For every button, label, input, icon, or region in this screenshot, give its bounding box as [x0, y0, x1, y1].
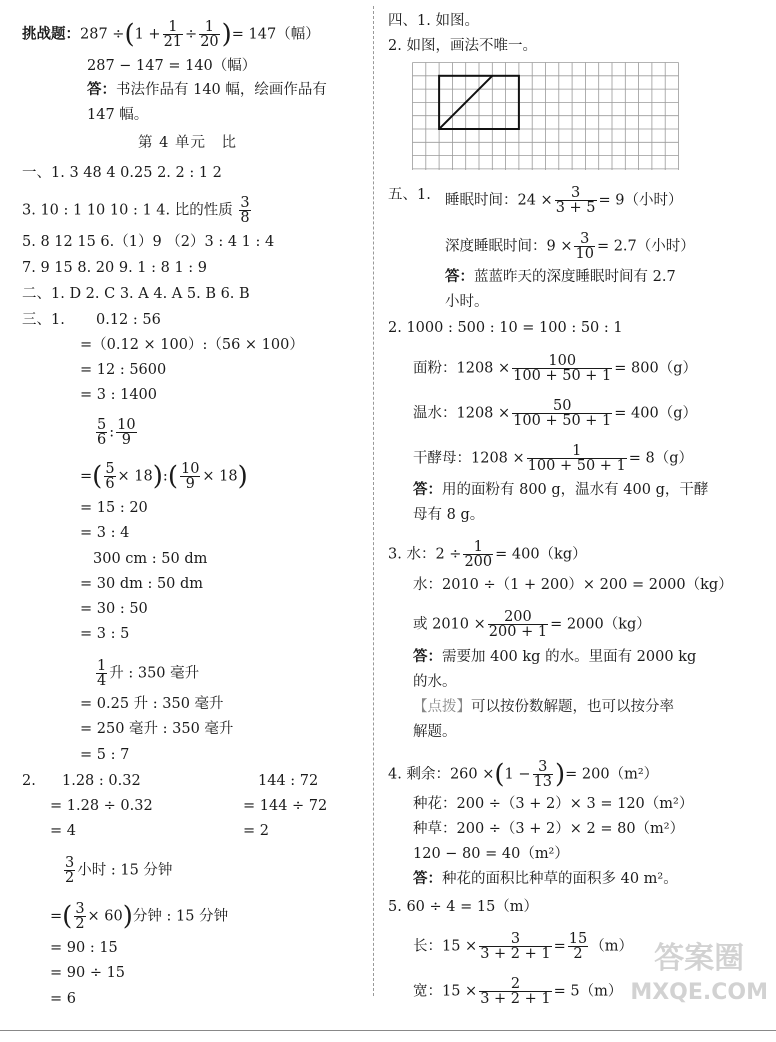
s3-line: =( $\frac{5}{6}$ × 18):( $\frac{10}{9}$ × 18)	[80, 461, 248, 492]
fraction: $\frac{3}{8}$	[240, 195, 250, 226]
r-q2-line: 温水：1208 × $\frac{50}{100 + 50 + 1}$ = 400（g）	[413, 398, 697, 429]
grid-figure	[412, 62, 679, 174]
s3-line: = 30 dm : 50 dm	[80, 576, 204, 592]
s5-answer-cont: 小时。	[445, 294, 489, 310]
s3-line: = 15 : 20	[80, 500, 148, 516]
fraction: $\frac{1}{20}$	[200, 19, 219, 50]
r-q2-line: 面粉：1208 × $\frac{100}{100 + 50 + 1}$ = 800（g）	[413, 353, 697, 384]
s3-line: = 0.25 升 : 350 毫升	[80, 696, 224, 712]
s3-line: = 5 : 7	[80, 747, 130, 763]
q2-line: = 90 : 15	[50, 940, 118, 956]
r-q3-tip: 【点拨】可以按份数解题，也可以按分率	[413, 699, 674, 715]
section2-line: 二、1. D 2. C 3. A 4. A 5. B 6. B	[22, 286, 250, 302]
section4-line1: 四、1. 如图。	[388, 13, 479, 29]
s3-line: = 12 : 5600	[80, 362, 167, 378]
r-q3-answer-cont: 的水。	[413, 674, 457, 690]
r-q2-line: 干酵母：1208 × $\frac{1}{100 + 50 + 1}$ = 8（g）	[413, 443, 694, 474]
s3-line: = 3 : 1400	[80, 387, 157, 403]
s3-line: $\frac{5}{6}$ : $\frac{10}{9}$	[97, 417, 136, 448]
r-q2-answer-cont: 母有 8 g。	[413, 507, 485, 523]
s3-line: = 30 : 50	[80, 601, 148, 617]
q2-line: = 4	[50, 823, 76, 839]
s3-line: = 250 毫升 : 350 毫升	[80, 721, 234, 737]
s3-line: =（0.12 × 100）:（56 × 100）	[80, 337, 304, 353]
r-q2-answer: 答：用的面粉有 800 g，温水有 400 g，干酵	[413, 481, 709, 498]
r-q5-line: 宽：15 × $\frac{2}{3 + 2 + 1}$ = 5（m）	[413, 976, 623, 1007]
challenge-answer-cont: 147 幅。	[87, 107, 149, 123]
q2-line: = 2	[243, 823, 269, 839]
r-q3-line: 3. 水：2 ÷ $\frac{1}{200}$ = 400（kg）	[388, 539, 587, 570]
q2-line: $\frac{3}{2}$ 小时 : 15 分钟	[65, 855, 173, 886]
section3-head: 三、1.	[22, 312, 65, 328]
r-q4-answer: 答：种花的面积比种草的面积多 40 m²。	[413, 870, 678, 887]
r-q3-line: 或 2010 × $\frac{200}{200 + 1}$ = 2000（kg）	[413, 609, 651, 640]
s3-line: = 3 : 5	[80, 626, 130, 642]
section1-line1: 一、1. 3 48 4 0.25 2. 2 : 1 2	[22, 165, 222, 181]
s5-answer: 答：蓝蓝昨天的深度睡眠时间有 2.7	[445, 268, 676, 285]
r-q3-line: 水：2010 ÷（1 + 200）× 200 = 2000（kg）	[413, 577, 733, 593]
unit-title: 第 4 单元 比	[138, 135, 237, 151]
s5-head: 五、1.	[388, 187, 431, 203]
fraction: $\frac{1}{21}$	[163, 19, 183, 50]
q2-line: = 6	[50, 991, 76, 1007]
q2-line: = 144 ÷ 72	[243, 798, 328, 814]
q2-line: = 1.28 ÷ 0.32	[50, 798, 153, 814]
challenge-line: 挑战题：287 ÷(1 + $\frac{1}{21}$ ÷ $\frac{1}{20}$ )= 147（幅）	[22, 19, 320, 50]
q2-line: 144 : 72	[258, 773, 319, 789]
challenge-answer: 答：书法作品有 140 幅，绘画作品有	[87, 81, 327, 98]
q2-line: 1.28 : 0.32	[62, 773, 141, 789]
watermark-logo: 答案圈 MXQE.COM	[630, 941, 768, 1005]
r-q4-line: 种草：200 ÷（3 + 2）× 2 = 80（m²）	[413, 821, 685, 837]
r-q4-line: 种花：200 ÷（3 + 2）× 3 = 120（m²）	[413, 796, 694, 812]
challenge-line2: 287 − 147 = 140（幅）	[87, 58, 257, 74]
r-q5-line: 5. 60 ÷ 4 = 15（m）	[388, 899, 539, 915]
s5-line: 睡眠时间：24 × $\frac{3}{3 + 5}$ = 9（小时）	[445, 185, 683, 216]
section1-line3: 5. 8 12 15 6.（1）9 （2）3 : 4 1 : 4	[22, 234, 275, 250]
challenge-label: 挑战题：	[22, 25, 80, 43]
bottom-rule	[0, 1030, 776, 1031]
column-divider	[373, 6, 374, 996]
q2-line: = 90 ÷ 15	[50, 965, 126, 981]
q2-line: =( $\frac{3}{2}$ × 60)分钟 : 15 分钟	[50, 901, 229, 932]
section1-line2: 3. 10 : 1 10 10 : 1 4. 比的性质 $\frac{3}{8}$	[22, 195, 250, 226]
s3-line: = 3 : 4	[80, 525, 130, 541]
q2-head: 2.	[22, 773, 36, 789]
r-q2-line: 2. 1000 : 500 : 10 = 100 : 50 : 1	[388, 320, 623, 336]
section4-line2: 2. 如图，画法不唯一。	[388, 38, 537, 54]
s5-line: 深度睡眠时间：9 × $\frac{3}{10}$ = 2.7（小时）	[445, 231, 695, 262]
r-q4-line: 120 − 80 = 40（m²）	[413, 846, 569, 862]
grid-drawing	[412, 62, 679, 170]
section1-line4: 7. 9 15 8. 20 9. 1 : 8 1 : 9	[22, 260, 208, 276]
s3-line: $\frac{1}{4}$ 升 : 350 毫升	[97, 658, 200, 689]
r-q4-line: 4. 剩余：260 ×(1 − $\frac{3}{13}$ )= 200（m²）	[388, 759, 659, 790]
r-q3-answer: 答：需要加 400 kg 的水。里面有 2000 kg	[413, 648, 697, 665]
r-q5-line: 长：15 × $\frac{3}{3 + 2 + 1}$ = $\frac{15}{2}$ （m）	[413, 931, 633, 962]
s3-line: 0.12 : 56	[96, 312, 161, 328]
r-q3-tip-cont: 解题。	[413, 724, 457, 740]
s3-line: 300 cm : 50 dm	[93, 551, 208, 567]
